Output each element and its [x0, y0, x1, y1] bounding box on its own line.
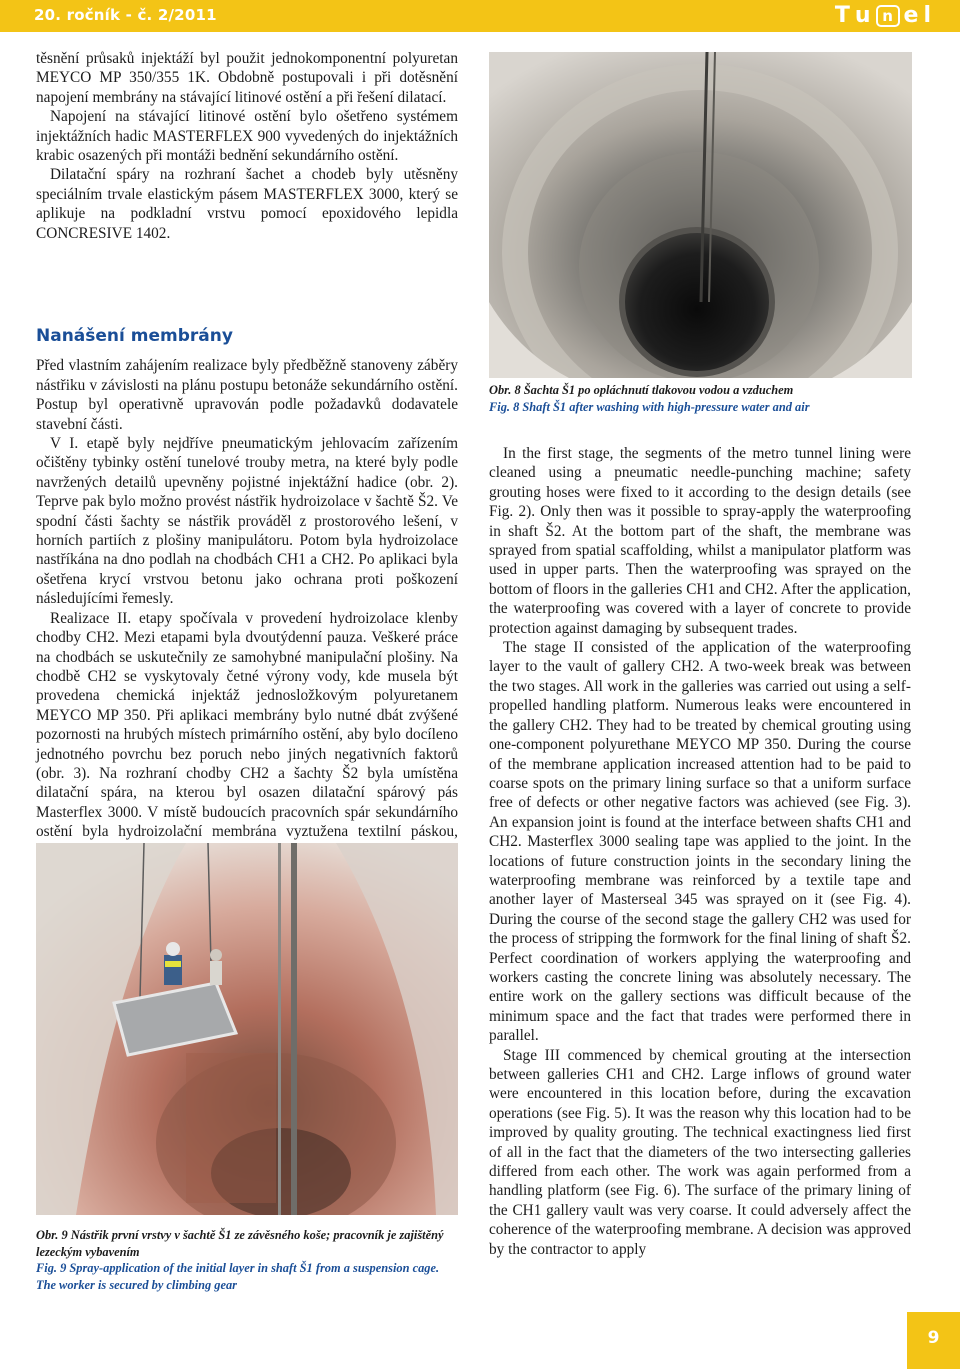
caption-czech: Obr. 8 Šachta Š1 po opláchnutí tlakovou vodou a vzduchem: [489, 383, 794, 397]
caption-czech: Obr. 9 Nástřik první vrstvy v šachtě Š1 ze závěsného koše; pracovník je zajištěný lezeckým vybavením: [36, 1228, 444, 1259]
paragraph: Napojení na stávající litinové ostění bylo ošetřeno systémem injektážních hadic MASTERFLEX 900 vyvedených do injektážních krabic osazených při montáži bednění sekundárního ostění.: [36, 108, 458, 165]
logo-letter-t: T: [834, 3, 855, 28]
caption-english: Fig. 9 Spray-application of the initial layer in shaft Š1 from a suspension cage. The worker is secured by climbing gear: [36, 1261, 440, 1292]
right-column: [489, 444, 911, 1259]
paragraph: Stage III commenced by chemical grouting at the intersection between galleries CH1 and CH2. Large inflows of ground water were encountered in this location before, during the excavation operations (see Fig. 5). It was the reason why this location had to be improved by quality grouting. The technical exactingness lied first of all in the fact that the diameters of the two intersecting galleries differed from each other. The work was again performed from a handling platform (see Fig. 6). The surface of the primary lining of the CH1 gallery vault was very coarse. It could adversely affect the coherence of the waterproofing membrane. A decision was approved by the contractor to apply: [489, 1046, 911, 1258]
page-number-box: [907, 1312, 960, 1369]
left-column-top: [36, 49, 458, 243]
paragraph: V I. etapě byly nejdříve pneumatickým jehlovacím zařízením očištěny tybinky ostění tunelové trouby metra, na které byly podle navržených detailů upevněny pojistné injektážní hadice (obr. 2). Teprve pak bylo možno provést nástřik hydroizolace v šachtě Š2. Ve spodní části šachty se nástřik prováděl z prostorového lešení, v horních partiích z plošiny manipulátoru. Potom byla hydroizolace nastříkána na dno podlah na chodbách CH1 a CH2. Po aplikaci byla ošetřena krycí vrstvou betonu jako ochrana proti poškození následujícími řemesly.: [36, 435, 458, 608]
spraying-photo-image: [36, 843, 458, 1215]
logo-letter-u: u: [854, 3, 876, 28]
figure-8-caption: [489, 382, 912, 415]
figure-9-caption: [36, 1227, 460, 1293]
caption-english: Fig. 8 Shaft Š1 after washing with high-pressure water and air: [489, 399, 810, 414]
paragraph: In the first stage, the segments of the metro tunnel lining were cleaned using a pneumatic needle-punching machine; safety grouting hoses were fixed to it according to the design details (see Fig. 2). Only then was it possible to spray-apply the waterproofing in shaft Š2. At the bottom part of the shaft, the membrane was sprayed from spatial scaffolding, whilst a manipulator platform was used in upper parts. Then the waterproofing was sprayed on the bottom of floors in the galleries CH1 and CH2. After the application, the waterproofing was covered with a layer of concrete to provide protection against damaging by subsequent trades.: [489, 445, 911, 637]
paragraph: Před vlastním zahájením realizace byly předběžně stanoveny záběry nástřiku v závislosti na plánu postupu betonáže sekundárního ostění. Postup byl operativně upravován podle požadavků dodavatele stavební části.: [36, 357, 458, 433]
paragraph: těsnění průsaků injektáží byl použit jednokomponentní polyuretan MEYCO MP 350/355 1K. Obdobně postupovali i při dotěsnění napojení membrány na stávající litinové ostění a při řešení dilatací.: [36, 50, 458, 106]
shaft-photo-image: [489, 52, 912, 378]
figure-9-photo: [36, 843, 458, 1215]
issue-label: 20. ročník - č. 2/2011: [34, 6, 217, 24]
logo-letters-el: el: [903, 3, 936, 28]
page-number: 9: [927, 1328, 940, 1348]
left-column-section: [36, 327, 458, 880]
section-heading: Nanášení membrány: [36, 326, 233, 346]
paragraph: Realizace II. etapy spočívala v provedení hydroizolace klenby chodby CH2. Mezi etapami byla dvoutýdenní pauza. Veškeré práce na chodbách se uskutečnily ze samohybné manipulační plošiny. Na chodbě CH2 se vyskytovaly četné výrony vody, kde musela být provedena chemická injektáž jednosložkovým polyuretanem MEYCO MP 350. Při aplikaci membrány bylo nutné dbát zvýšené pozornosti na hrubých místech primárního ostění, aby bylo docíleno jednotného povrchu bez poruch nebo jiných negativních faktorů (obr. 3). Na rozhraní chodby CH2 a šachty Š2 byla umístěna dilatační spára, na kterou byl osazen dilatační spárový pás Masterflex 3000. V místě budoucích pracovních spár sekundárního ostění byla hydroizolační membrána vyztužena textilní páskou,: [36, 609, 458, 841]
page-header: [0, 0, 960, 32]
paragraph: The stage II consisted of the application of the waterproofing layer to the vault of gallery CH2. A two-week break was between the two stages. All work in the galleries was carried out using a self-propelled handling platform. Numerous leaks were encountered in the gallery CH2. They had to be treated by chemical grouting using one-component polyurethane MEYCO MP 350. During the course of the membrane application increased attention had to be paid to coarse spots on the primary lining surface so that a uniform surface free of defects or other negative factors was achieved (see Fig. 3). An expansion joint is found at the interface between shafts CH1 and CH2. Masterflex 3000 sealing tape was applied to the joint. In the locations of future construction joints in the secondary lining the waterproofing membrane was reinforced by a textile tape and another layer of Masterseal 345 was sprayed on it (see Fig. 4). During the course of the second stage the gallery CH2 was used for the process of stripping the formwork for the final lining of shaft Š2. Perfect coordination of workers applying the waterproofing and workers casting the concrete lining was absolutely necessary. The entire work on the gallery sections was difficult because of the minimum space and the fact that trades were performed there in parallel.: [489, 639, 911, 1045]
tunel-logo: [835, 3, 936, 28]
figure-8-photo: [489, 52, 912, 378]
paragraph: Dilatační spáry na rozhraní šachet a chodeb byly utěsněny speciálním trvale elastickým pásem MASTERFLEX 3000, který se aplikuje na podkladní vrstvu pomocí epoxidového lepidla CONCRESIVE 1402.: [36, 166, 458, 242]
logo-boxed-letter: n: [876, 5, 900, 27]
